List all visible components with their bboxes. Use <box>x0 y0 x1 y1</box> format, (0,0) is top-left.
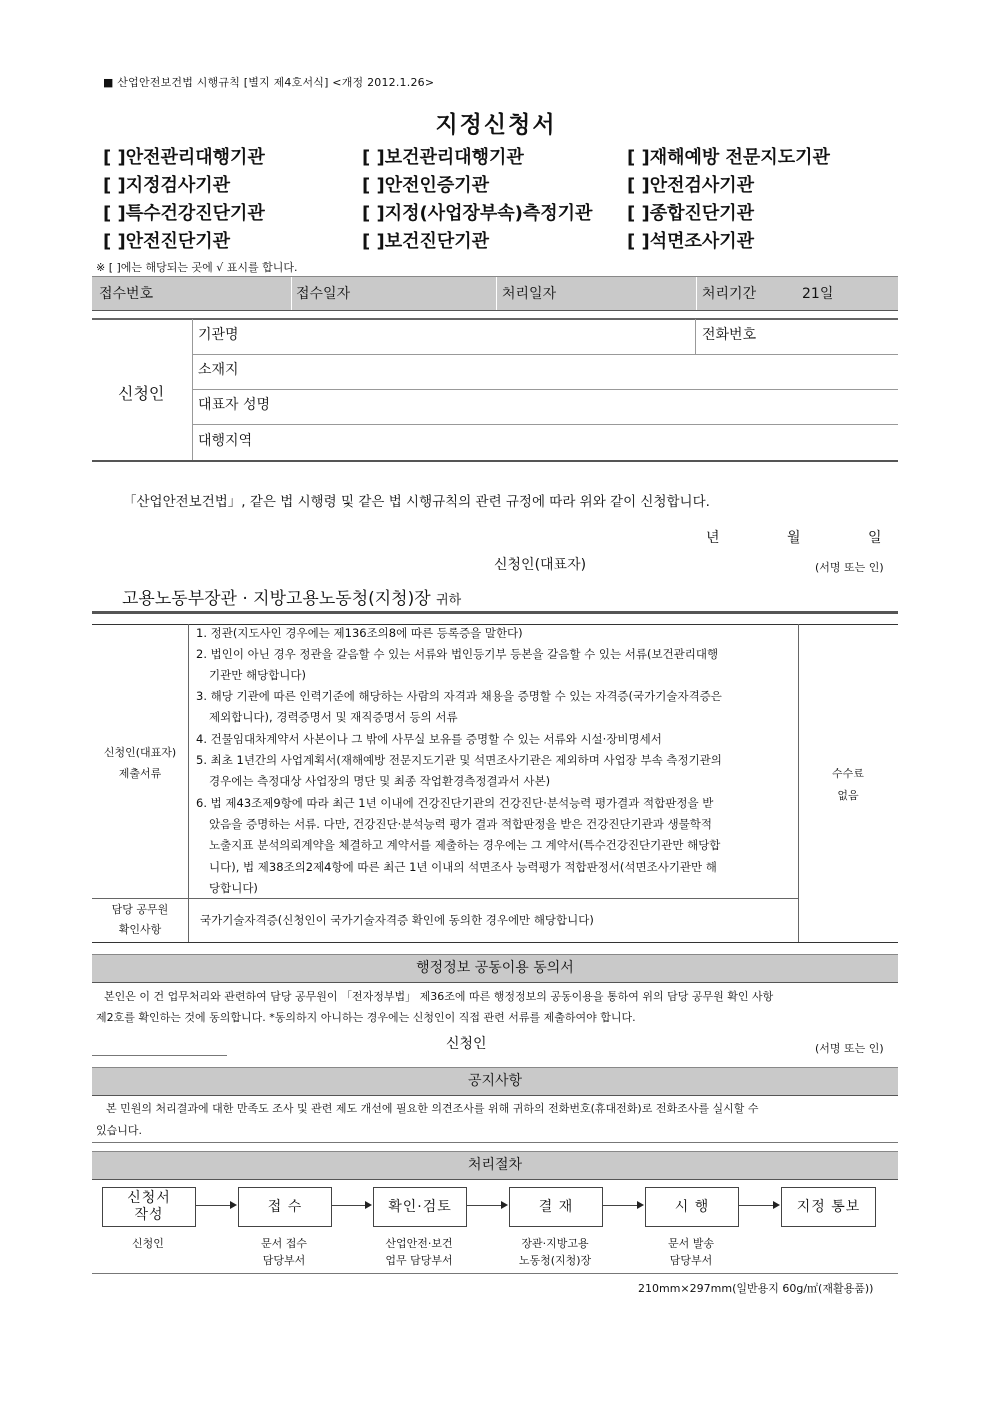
addressee <box>122 584 461 609</box>
document-item: 3. 해당 기관에 따른 인력기준에 해당하는 사람의 자격과 채용을 증명할 수 있는 자격증(국가기술자격증은 <box>196 689 722 703</box>
addressee-suffix: 귀하 <box>436 593 462 608</box>
notice-bar <box>92 1067 898 1096</box>
receipt-bar <box>92 276 898 311</box>
phone-divider <box>695 319 696 354</box>
document-item: 5. 최초 1년간의 사업계획서(재해예방 전문지도기관 및 석면조사기관은 제외하며 사업장 부속 측정기관의 <box>196 753 722 767</box>
document-item: 기관만 해당합니다) <box>209 668 307 682</box>
option-comprehensive[interactable]: [ ]종합진단기관 <box>627 203 755 224</box>
arrow-right-icon <box>365 1201 372 1209</box>
procedure-bar <box>92 1151 898 1180</box>
documents-label-line2: 제출서류 <box>118 767 162 780</box>
application-statement: 「산업안전보건법」, 같은 법 시행령 및 같은 법 시행규칙의 관련 규정에 따라 위와 같이 신청합니다. <box>123 494 710 510</box>
phone-field[interactable]: 전화번호 <box>702 327 757 343</box>
representative-name-field[interactable]: 대표자 성명 <box>198 397 271 413</box>
option-safety-inspection[interactable]: [ ]안전검사기관 <box>627 175 755 196</box>
process-period-label: 처리기간 <box>702 286 757 302</box>
signer-label: 신청인(대표자) <box>494 557 587 573</box>
date-month[interactable]: 월 <box>787 530 801 546</box>
step-caption: 문서 발송 담당부서 <box>667 1237 714 1267</box>
address-field[interactable]: 소재지 <box>198 362 239 378</box>
consent-text-line1: 본인은 이 건 업무처리와 관련하여 담당 공무원이 「전자정부법」 제36조에 따른 행정정보의 공동이용을 통하여 위의 담당 공무원 확인 사항 <box>104 990 774 1003</box>
option-safety-diagnosis[interactable]: [ ]안전진단기관 <box>103 231 231 252</box>
consent-signature-mark[interactable]: (서명 또는 인) <box>815 1042 884 1055</box>
row-rule <box>192 354 898 355</box>
section-rule <box>92 1142 898 1143</box>
check-note: ※ [ ]에는 해당되는 곳에 √ 표시를 합니다. <box>96 261 298 274</box>
flow-arrow <box>196 1205 230 1206</box>
notice-text-line1: 본 민원의 처리결과에 대한 만족도 조사 및 관련 제도 개선에 필요한 의견조사를 위해 귀하의 전화번호(휴대전화)로 전화조사를 실시할 수 <box>106 1102 759 1115</box>
step-caption: 신청인 <box>132 1237 164 1250</box>
option-special-health[interactable]: [ ]특수건강진단기관 <box>103 203 265 224</box>
section-rule <box>92 611 898 614</box>
process-period-value: 21일 <box>802 286 834 302</box>
procedure-title: 처리절차 <box>467 1157 523 1173</box>
official-check-content: 국가기술자격증(신청인이 국가기술자격증 확인에 동의한 경우에만 해당합니다) <box>200 913 594 927</box>
arrow-right-icon <box>230 1201 237 1209</box>
process-date-label: 처리일자 <box>502 286 557 302</box>
step-caption: 문서 접수 담당부서 <box>260 1237 307 1267</box>
notice-text <box>96 1098 758 1142</box>
notice-text-line2: 있습니다. <box>96 1124 143 1137</box>
org-name-field[interactable]: 기관명 <box>198 327 239 343</box>
fee-value: 없음 <box>837 789 859 802</box>
applicant-label: 신청인 <box>118 384 165 403</box>
step-execution: 시 행 <box>645 1187 739 1227</box>
step-designation-notice: 지정 통보 <box>781 1187 876 1227</box>
page-title: 지정신청서 <box>435 112 557 138</box>
consent-bar <box>92 954 898 983</box>
option-safety-certification[interactable]: [ ]안전인증기관 <box>362 175 490 196</box>
step-caption: 산업안전·보건 업무 담당부서 <box>385 1237 453 1267</box>
documents-label <box>92 742 188 784</box>
paper-spec-footer: 210mm×297mm(일반용지 60g/㎡(재활용품)) <box>638 1282 874 1295</box>
documents-label-line1: 신청인(대표자) <box>103 746 177 759</box>
receipt-number-label: 접수번호 <box>99 286 154 302</box>
signature-mark[interactable]: (서명 또는 인) <box>815 561 884 574</box>
table-divider <box>188 624 189 942</box>
document-item: 당합니다) <box>209 881 258 895</box>
arrow-right-icon <box>773 1201 780 1209</box>
official-check-label-line2: 확인사항 <box>118 923 162 936</box>
arrow-right-icon <box>501 1201 508 1209</box>
document-item: 았음을 증명하는 서류. 다만, 건강진단·분석능력 평가 결과 적합판정을 받은 건강진단기관과 생물학적 <box>209 817 712 831</box>
document-item: 제외합니다), 경력증명서 및 재직증명서 등의 서류 <box>209 710 458 724</box>
step-receipt: 접 수 <box>238 1187 332 1227</box>
receipt-date-label: 접수일자 <box>296 286 351 302</box>
row-rule <box>192 424 898 425</box>
option-safety-agency[interactable]: [ ]안전관리대행기관 <box>103 147 265 168</box>
step-caption: 장관·지방고용 노동청(지청)장 <box>518 1237 592 1267</box>
consent-text <box>96 986 773 1028</box>
step-review: 확인·검토 <box>373 1187 467 1227</box>
document-item: 니다), 법 제38조의2제4항에 따른 최근 1년 이내의 석면조사 능력평가 적합판정서(석면조사기관만 해 <box>209 860 717 874</box>
official-check-label-line1: 담당 공무원 <box>111 903 169 916</box>
regulation-line: ■ 산업안전보건법 시행규칙 [별지 제4호서식] <개정 2012.1.26> <box>103 76 435 89</box>
fee-cell <box>798 763 898 807</box>
option-measurement[interactable]: [ ]지정(사업장부속)측정기관 <box>362 203 593 224</box>
consent-text-line2: 제2호를 확인하는 것에 동의합니다. *동의하지 아니하는 경우에는 신청인이 직접 관련 서류를 제출하여야 합니다. <box>96 1011 636 1024</box>
option-disaster-prevention[interactable]: [ ]재해예방 전문지도기관 <box>627 147 830 168</box>
agency-area-field[interactable]: 대행지역 <box>198 433 253 449</box>
flow-arrow <box>332 1205 365 1206</box>
notice-title: 공지사항 <box>467 1073 523 1089</box>
row-rule <box>192 389 898 390</box>
official-check-label <box>92 900 188 940</box>
section-rule <box>92 1273 898 1274</box>
date-year[interactable]: 년 <box>706 530 720 546</box>
option-health-agency[interactable]: [ ]보건관리대행기관 <box>362 147 524 168</box>
flow-arrow <box>739 1205 773 1206</box>
consent-title: 행정정보 공동이용 동의서 <box>416 960 574 976</box>
flow-arrow <box>467 1205 501 1206</box>
step-approval: 결 재 <box>509 1187 603 1227</box>
document-item: 6. 법 제43조제9항에 따라 최근 1년 이내에 건강진단기관의 건강진단·분석능력 평가결과 적합판정을 받 <box>196 796 714 810</box>
section-rule <box>92 318 898 320</box>
document-item: 노출지표 분석의뢰계약을 체결하고 계약서를 제출하는 경우에는 그 계약서(특수건강진단기관만 해당합 <box>209 838 721 852</box>
section-rule <box>92 460 898 462</box>
document-item: 2. 법인이 아닌 경우 정관을 갈음할 수 있는 서류와 법인등기부 등본을 갈음할 수 있는 서류(보건관리대행 <box>196 647 719 661</box>
arrow-right-icon <box>637 1201 644 1209</box>
table-bottom-rule <box>92 942 898 943</box>
option-health-diagnosis[interactable]: [ ]보건진단기관 <box>362 231 490 252</box>
option-designated-inspection[interactable]: [ ]지정검사기관 <box>103 175 231 196</box>
consent-signer: 신청인 <box>446 1036 487 1052</box>
document-item: 경우에는 측정대상 사업장의 명단 및 최종 작업환경측정결과서 사본) <box>209 774 551 788</box>
option-asbestos[interactable]: [ ]석면조사기관 <box>627 231 755 252</box>
fee-label: 수수료 <box>832 767 864 780</box>
step-application: 신청서 작성 <box>102 1187 196 1227</box>
sign-rule <box>92 1055 227 1056</box>
date-day[interactable]: 일 <box>868 530 882 546</box>
flow-arrow <box>603 1205 637 1206</box>
document-item: 1. 정관(지도사인 경우에는 제136조의8에 따른 등록증을 말한다) <box>196 626 523 640</box>
document-item: 4. 건물임대차계약서 사본이나 그 밖에 사무실 보유를 증명할 수 있는 서류와 시설·장비명세서 <box>196 732 662 746</box>
addressee-main: 고용노동부장관 · 지방고용노동청(지청)장 <box>122 589 431 609</box>
